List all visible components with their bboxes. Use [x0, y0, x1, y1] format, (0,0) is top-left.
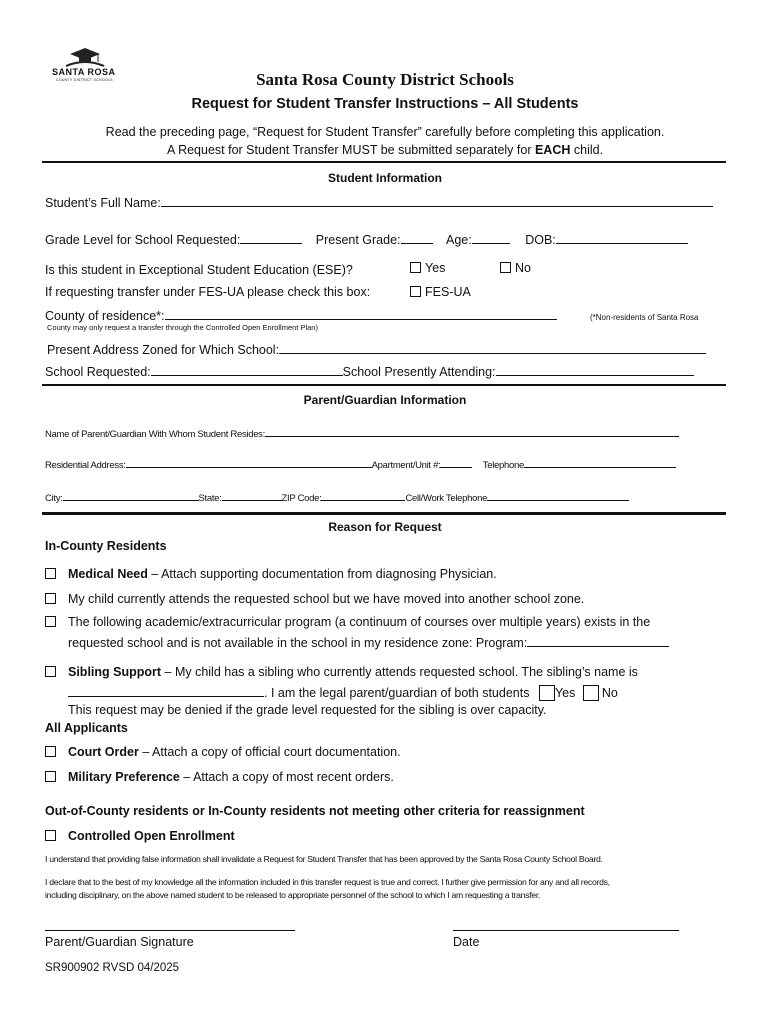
fes-option[interactable] [410, 285, 471, 299]
academic-row [45, 615, 650, 629]
military-rest: – Attach a copy of most recent orders. [179, 770, 394, 784]
sibling-rest: – My child has a sibling who currently attends requested school. The sibling’s name is [161, 665, 638, 679]
coe-row [45, 829, 235, 843]
cell-field[interactable] [487, 491, 629, 501]
dob-field[interactable] [556, 231, 688, 244]
school-requested-label: School Requested: [45, 365, 151, 379]
telephone-field[interactable] [524, 458, 676, 468]
intro-2-b: EACH [534, 143, 571, 157]
ese-question: Is this student in Exceptional Student Education (ESE)? [45, 263, 353, 277]
district-title: Santa Rosa County District Schools [256, 70, 514, 89]
present-grade-label: Present Grade: [315, 233, 401, 247]
school-row [45, 363, 694, 379]
in-county-heading: In-County Residents [45, 539, 167, 553]
county-note: (*Non-residents of Santa Rosa [590, 313, 699, 322]
county-field[interactable] [165, 307, 557, 320]
moved-checkbox-icon[interactable] [45, 593, 56, 604]
grade-level-label: Grade Level for School Requested: [45, 233, 241, 247]
address-row [45, 458, 676, 471]
ese-no-checkbox-icon[interactable] [500, 262, 511, 273]
divider-top [42, 161, 726, 163]
parent-name-label: Name of Parent/Guardian With Whom Student Resides: [45, 429, 265, 440]
intro-line-1: Read the preceding page, “Request for Student Transfer” carefully before completing this application. [105, 125, 665, 139]
reason-heading: Reason for Request [328, 520, 442, 534]
sibling-yes-label: Yes [554, 686, 576, 700]
intro-2-a: A Request for Student Transfer MUST be submitted separately for [166, 143, 535, 157]
school-attending-field[interactable] [496, 363, 694, 376]
sibling-row [45, 665, 638, 679]
court-row [45, 745, 401, 759]
court-checkbox-icon[interactable] [45, 746, 56, 757]
intro-line-2 [0, 143, 770, 157]
sibling-name-field[interactable] [68, 684, 264, 697]
coe-checkbox-icon[interactable] [45, 830, 56, 841]
declare-text-2: including disciplinary, on the above named student to be released to appropriate personnel of the school to which I am requesting a transfer. [45, 890, 541, 900]
student-heading: Student Information [328, 171, 442, 185]
declare-text-1: I declare that to the best of my knowledge all the information included in this transfer request is true and correct. I further give permission for any and all records, [45, 877, 610, 887]
county-label: County of residence*: [45, 309, 165, 323]
moved-row [45, 592, 584, 606]
fes-label: FES-UA [425, 285, 471, 299]
understand-text: I understand that providing false information shall invalidate a Request for Student Transfer that has been approved by the Santa Rosa County School Board. [45, 854, 603, 864]
city-row [45, 491, 629, 504]
date-label: Date [453, 935, 480, 949]
zip-label: ZIP Code: [281, 493, 322, 504]
sibling-row-2 [68, 684, 618, 702]
state-label: State: [198, 493, 222, 504]
sibling-row-3: This request may be denied if the grade level requested for the sibling is over capacity. [68, 703, 547, 717]
parent-name-row [45, 427, 679, 440]
divider-reason [42, 512, 726, 515]
student-name-label: Student’s Full Name: [45, 196, 161, 210]
cell-label: Cell/Work Telephone [405, 493, 488, 504]
military-row [45, 770, 394, 784]
form-code: SR900902 RVSD 04/2025 [45, 962, 180, 974]
student-name-row [45, 194, 713, 210]
grade-row [45, 231, 688, 247]
sibling-checkbox-icon[interactable] [45, 666, 56, 677]
all-applicants-heading: All Applicants [45, 721, 128, 735]
court-bold: Court Order [68, 745, 139, 759]
age-label: Age: [446, 233, 472, 247]
fes-question: If requesting transfer under FES-UA please check this box: [45, 285, 371, 299]
city-label: City: [45, 493, 63, 504]
parent-name-field[interactable] [265, 427, 679, 437]
medical-rest: – Attach supporting documentation from diagnosing Physician. [147, 567, 497, 581]
sibling-bold: Sibling Support [68, 665, 162, 679]
grade-level-field[interactable] [240, 231, 302, 244]
ese-no-label: No [515, 261, 531, 275]
military-checkbox-icon[interactable] [45, 771, 56, 782]
dob-label: DOB: [525, 233, 556, 247]
apt-field[interactable] [440, 458, 472, 468]
form-title: Request for Student Transfer Instructions – All Students [191, 96, 579, 112]
signature-label: Parent/Guardian Signature [45, 935, 194, 949]
ese-no[interactable] [500, 261, 531, 275]
telephone-label: Telephone [482, 460, 524, 471]
present-address-label: Present Address Zoned for Which School: [47, 343, 280, 357]
ese-yes-checkbox-icon[interactable] [410, 262, 421, 273]
court-rest: – Attach a copy of official court documentation. [138, 745, 401, 759]
logo-tagline: COUNTY DISTRICT SCHOOLS [56, 78, 113, 82]
out-county-heading: Out-of-County residents or In-County residents not meeting other criteria for reassignment [45, 804, 585, 818]
academic-checkbox-icon[interactable] [45, 616, 56, 627]
medical-bold: Medical Need [68, 567, 148, 581]
present-address-row [47, 341, 706, 357]
logo-name: SANTA ROSA [52, 67, 116, 77]
ese-yes-label: Yes [425, 261, 446, 275]
coe-label: Controlled Open Enrollment [68, 829, 235, 843]
state-field[interactable] [222, 491, 282, 501]
present-address-field[interactable] [279, 341, 706, 354]
program-field[interactable] [527, 634, 669, 647]
zip-field[interactable] [321, 491, 405, 501]
school-requested-field[interactable] [151, 363, 343, 376]
academic-text-2: requested school and is not available in the school in my residence zone: Program: [68, 636, 528, 650]
sibling-no-label: No [601, 686, 618, 700]
student-name-field[interactable] [161, 194, 713, 207]
signature-line[interactable] [45, 930, 295, 931]
moved-text: My child currently attends the requested school but we have moved into another school zone. [68, 592, 585, 606]
ese-yes[interactable] [410, 261, 445, 275]
parent-heading: Parent/Guardian Information [303, 393, 467, 407]
academic-row-2 [68, 634, 669, 650]
medical-row [45, 567, 497, 581]
sibling-no-checkbox-icon[interactable] [583, 685, 599, 701]
fes-checkbox-icon[interactable] [410, 286, 421, 297]
sibling-yes-checkbox-icon[interactable] [539, 685, 555, 701]
age-field[interactable] [472, 231, 510, 244]
address-label: Residential Address: [45, 460, 126, 471]
county-small-note: County may only request a transfer through the Controlled Open Enrollment Plan) [47, 323, 318, 332]
apt-label: Apartment/Unit #: [371, 460, 441, 471]
intro-2-c: child. [570, 143, 604, 157]
city-field[interactable] [63, 491, 199, 501]
date-line[interactable] [453, 930, 679, 931]
medical-checkbox-icon[interactable] [45, 568, 56, 579]
present-grade-field[interactable] [401, 231, 433, 244]
address-field[interactable] [126, 458, 372, 468]
sibling-text-2: . I am the legal parent/guardian of both students [264, 686, 530, 700]
school-attending-label: School Presently Attending: [342, 365, 496, 379]
academic-text-1: The following academic/extracurricular program (a continuum of courses over multiple years) exists in the [68, 615, 651, 629]
divider-parent [42, 384, 726, 386]
county-row [45, 307, 557, 323]
military-bold: Military Preference [68, 770, 180, 784]
